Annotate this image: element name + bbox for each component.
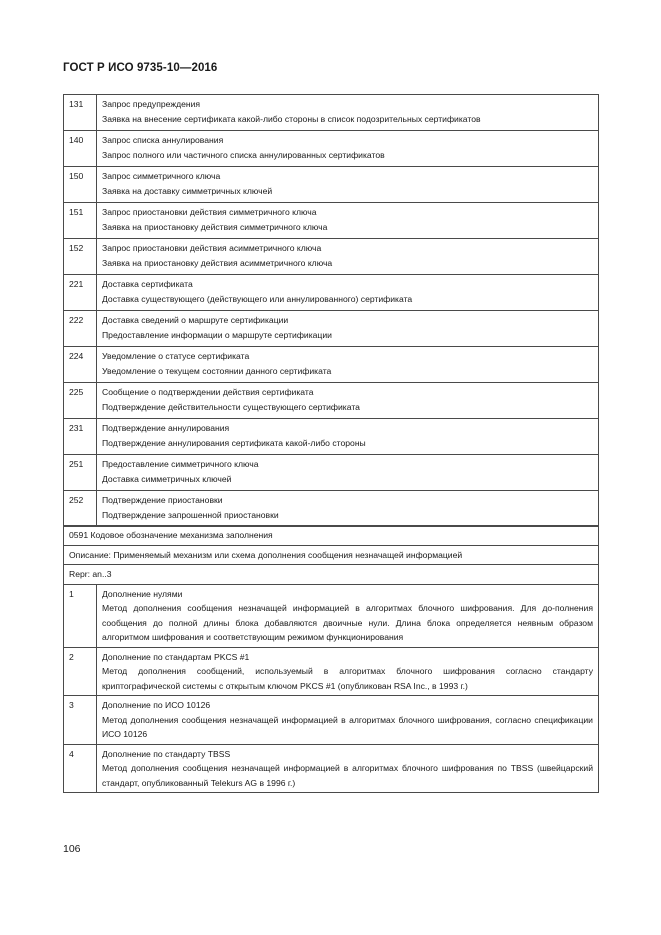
message-function-codes-table bbox=[63, 94, 599, 527]
table-row bbox=[64, 347, 599, 383]
code-name: Доставка сертификата bbox=[102, 279, 193, 289]
code-cell: 224 bbox=[64, 347, 97, 383]
table-title-row bbox=[64, 526, 599, 546]
code-name: Запрос списка аннулирования bbox=[102, 135, 224, 145]
description-cell bbox=[97, 239, 599, 275]
code-cell: 150 bbox=[64, 167, 97, 203]
code-cell: 3 bbox=[64, 696, 97, 745]
table-row bbox=[64, 584, 599, 647]
table-row bbox=[64, 419, 599, 455]
code-name: Предоставление симметричного ключа bbox=[102, 459, 259, 469]
code-description: Доставка существующего (действующего или аннулированного) сертификата bbox=[102, 293, 413, 304]
code-description: Заявка на внесение сертификата какой-либо стороны в список подозрительных сертификатов bbox=[102, 113, 481, 124]
code-description: Метод дополнения сообщения незначащей информацией в алгоритмах блочного шифрования по TBSS (швейцарский стандарт, опубликованный Telekurs AG в 1996 г.) bbox=[102, 763, 593, 788]
code-description: Предоставление информации о маршруте сертификации bbox=[102, 329, 332, 340]
table-description-row bbox=[64, 545, 599, 565]
description-cell bbox=[97, 647, 599, 696]
code-name: Запрос симметричного ключа bbox=[102, 171, 221, 181]
code-name: Дополнение нулями bbox=[102, 588, 183, 599]
table-row bbox=[64, 95, 599, 131]
description-cell bbox=[97, 455, 599, 491]
table-repr-row bbox=[64, 565, 599, 585]
description-cell bbox=[97, 584, 599, 647]
table-row bbox=[64, 275, 599, 311]
code-description: Заявка на доставку симметричных ключей bbox=[102, 185, 273, 196]
description-cell bbox=[97, 131, 599, 167]
code-description: Запрос полного или частичного списка аннулированных сертификатов bbox=[102, 149, 385, 160]
code-description: Подтверждение аннулирования сертификата какой-либо стороны bbox=[102, 437, 366, 448]
description-cell bbox=[97, 491, 599, 527]
code-cell: 231 bbox=[64, 419, 97, 455]
table-row bbox=[64, 311, 599, 347]
code-cell: 222 bbox=[64, 311, 97, 347]
code-description: Уведомление о текущем состоянии данного сертификата bbox=[102, 365, 332, 376]
code-cell: 151 bbox=[64, 203, 97, 239]
code-description: Метод дополнения сообщений, используемый в алгоритмах блочного шифрования согласно стандарту криптографической системы с открытым ключом PKCS #1 (опубликован RSA Inc., в 1993 г.) bbox=[102, 666, 593, 691]
code-description: Метод дополнения сообщения незначащей информацией в алгоритмах блочного шифрования, согласно спецификации ИСО 10126 bbox=[102, 714, 593, 739]
table-row bbox=[64, 744, 599, 793]
table-row bbox=[64, 455, 599, 491]
code-name: Запрос приостановки действия симметричного ключа bbox=[102, 207, 317, 217]
description-cell bbox=[97, 744, 599, 793]
code-name: Доставка сведений о маршруте сертификации bbox=[102, 315, 289, 325]
description-cell bbox=[97, 275, 599, 311]
code-name: Дополнение по стандартам PKCS #1 bbox=[102, 651, 250, 662]
description-cell bbox=[97, 203, 599, 239]
table-row bbox=[64, 167, 599, 203]
element-title: 0591 Кодовое обозначение механизма заполнения bbox=[64, 526, 599, 546]
code-name: Дополнение по ИСО 10126 bbox=[102, 700, 211, 710]
description-cell bbox=[97, 383, 599, 419]
code-cell: 1 bbox=[64, 584, 97, 647]
code-cell: 131 bbox=[64, 95, 97, 131]
table-row bbox=[64, 696, 599, 745]
code-cell: 252 bbox=[64, 491, 97, 527]
description-cell bbox=[97, 419, 599, 455]
code-name: Запрос предупреждения bbox=[102, 99, 201, 109]
table-row bbox=[64, 239, 599, 275]
table-row bbox=[64, 131, 599, 167]
code-cell: 152 bbox=[64, 239, 97, 275]
code-description: Доставка симметричных ключей bbox=[102, 473, 232, 484]
code-description: Метод дополнения сообщения незначащей информацией в алгоритмах блочного шифрования. Для до-полнения сообщения до полной длины блока добавляются двоичные нули. Длина блока определяется неявным образом алгоритмом шифрования и соответствующим режимом функционирования bbox=[102, 603, 593, 642]
code-cell: 140 bbox=[64, 131, 97, 167]
code-description: Подтверждение действительности существующего сертификата bbox=[102, 401, 360, 412]
code-description: Заявка на приостановку действия симметричного ключа bbox=[102, 221, 328, 232]
element-representation: Repr: an..3 bbox=[64, 565, 599, 585]
table-row bbox=[64, 491, 599, 527]
code-description: Подтверждение запрошенной приостановки bbox=[102, 509, 279, 520]
code-description: Заявка на приостановку действия асимметричного ключа bbox=[102, 257, 333, 268]
code-name: Подтверждение аннулирования bbox=[102, 423, 230, 433]
code-cell: 221 bbox=[64, 275, 97, 311]
description-cell bbox=[97, 696, 599, 745]
description-cell bbox=[97, 347, 599, 383]
description-cell bbox=[97, 311, 599, 347]
padding-mechanism-table bbox=[63, 525, 599, 793]
code-cell: 2 bbox=[64, 647, 97, 696]
document-header: ГОСТ Р ИСО 9735-10—2016 bbox=[63, 62, 218, 74]
code-cell: 4 bbox=[64, 744, 97, 793]
code-name: Подтверждение приостановки bbox=[102, 495, 223, 505]
table-row bbox=[64, 383, 599, 419]
element-description: Описание: Применяемый механизм или схема дополнения сообщения незначащей информацией bbox=[64, 545, 599, 565]
code-name: Уведомление о статусе сертификата bbox=[102, 351, 250, 361]
table-row bbox=[64, 647, 599, 696]
table-row bbox=[64, 203, 599, 239]
description-cell bbox=[97, 95, 599, 131]
code-name: Сообщение о подтверждении действия сертификата bbox=[102, 387, 314, 397]
page-number: 106 bbox=[63, 843, 81, 855]
code-cell: 251 bbox=[64, 455, 97, 491]
code-name: Дополнение по стандарту TBSS bbox=[102, 748, 231, 759]
code-name: Запрос приостановки действия асимметричного ключа bbox=[102, 243, 322, 253]
code-cell: 225 bbox=[64, 383, 97, 419]
description-cell bbox=[97, 167, 599, 203]
